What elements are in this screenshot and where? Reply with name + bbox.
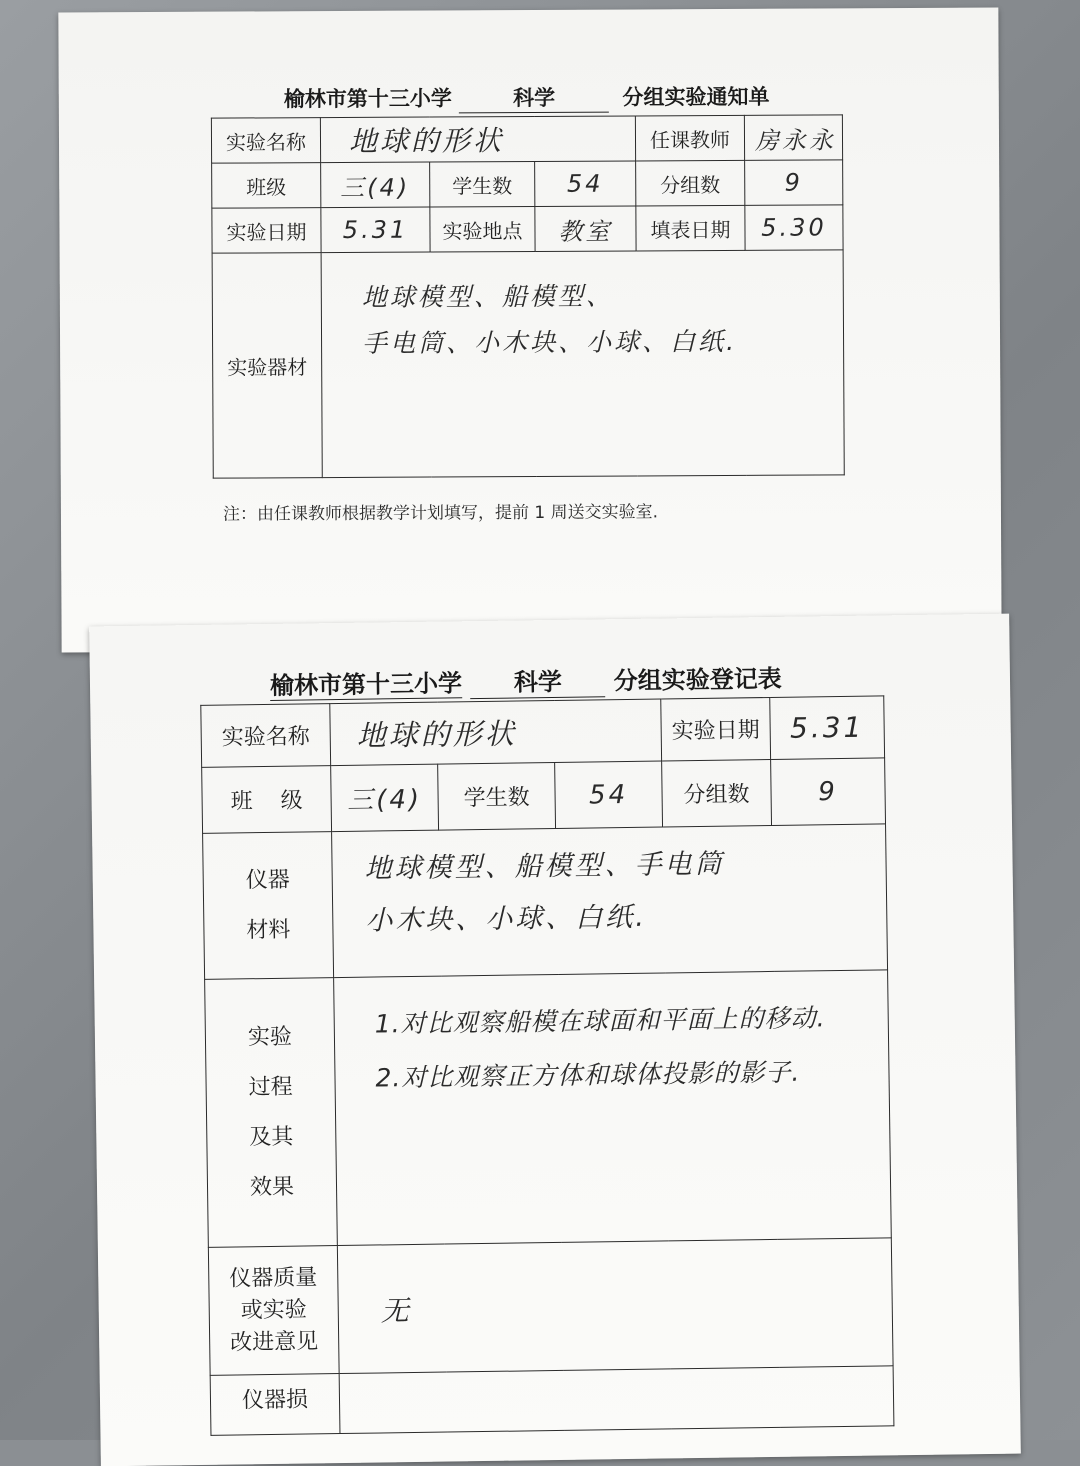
value-equipment-line2: 手电筒、小木块、小球、白纸. [361,326,738,358]
label-experiment-date: 实验日期 [212,208,321,254]
value-reg-materials-line1: 地球模型、船模型、手电筒 [364,848,725,885]
label-reg-process [205,978,338,1248]
value-fill-date-cell [745,205,843,251]
label-reg-materials [203,832,334,980]
value-reg-class: 三(4) [347,784,423,816]
notice-footnote: 注：由任课教师根据教学计划填写，提前 1 周送交实验室. [222,502,659,525]
value-reg-experiment-name-cell [330,699,662,766]
value-reg-process-line1: 1.对比观察船模在球面和平面上的移动. [374,1003,826,1039]
value-reg-experiment-date-cell [770,696,885,760]
notice-title [284,81,770,115]
register-title-doc: 分组实验登记表 [613,663,782,696]
label-reg-process-4: 效果 [249,1174,295,1200]
label-fill-date: 填表日期 [636,205,745,251]
notice-title-subject: 科学 [459,82,609,114]
value-reg-student-count: 54 [588,779,629,810]
value-reg-process-line2: 2.对比观察正方体和球体投影的影子. [375,1057,801,1093]
label-equipment: 实验器材 [212,253,322,479]
label-reg-experiment-date: 实验日期 [661,697,771,761]
notice-sheet [58,8,1001,653]
value-teacher: 房永永 [754,125,837,155]
value-equipment-line1: 地球模型、船模型、 [361,281,614,312]
label-reg-feedback [208,1246,339,1376]
value-equipment-cell [321,250,844,478]
value-class: 三(4) [340,173,411,202]
value-reg-next-row-cell [339,1366,894,1434]
label-reg-next-row: 仪器损 [210,1374,340,1436]
register-table [200,695,894,1435]
label-reg-feedback-1: 仪器质量 [229,1264,318,1292]
label-reg-process-2: 过程 [248,1074,293,1100]
value-reg-student-count-cell [555,761,663,828]
label-class: 班级 [212,163,321,209]
value-class-cell [321,162,430,208]
value-group-count: 9 [784,168,803,197]
notice-title-doc: 分组实验通知单 [622,83,770,110]
label-reg-student-count: 学生数 [438,762,556,830]
label-reg-materials-2: 材料 [246,917,291,943]
value-reg-group-count-cell [771,758,886,826]
value-reg-class-cell [331,764,439,831]
value-reg-feedback-cell [337,1238,893,1374]
label-group-count: 分组数 [636,160,745,206]
value-student-count: 54 [566,169,604,198]
value-experiment-date-cell [321,207,430,253]
value-reg-materials-line2: 小木块、小球、白纸. [365,901,648,937]
value-reg-process-cell [334,970,892,1246]
label-reg-class: 班 级 [202,766,332,834]
label-reg-process-3: 及其 [249,1124,294,1150]
label-student-count: 学生数 [430,161,535,207]
label-reg-feedback-3: 改进意见 [230,1328,319,1356]
label-reg-experiment-name: 实验名称 [201,704,331,768]
value-experiment-date: 5.31 [342,215,409,244]
value-location: 教室 [558,217,613,246]
value-reg-experiment-date: 5.31 [789,710,865,745]
label-experiment-name: 实验名称 [211,118,320,164]
value-fill-date: 5.30 [761,213,827,242]
value-reg-experiment-name: 地球的形状 [356,716,517,753]
value-reg-group-count: 9 [818,776,839,807]
value-location-cell [535,206,636,252]
value-experiment-name: 地球的形状 [348,124,505,158]
label-reg-group-count: 分组数 [662,759,772,827]
value-reg-feedback: 无 [380,1293,413,1327]
value-teacher-cell [744,115,842,161]
notice-title-school: 榆林市第十三小学 [283,85,452,112]
label-reg-process-1: 实验 [247,1024,293,1050]
label-reg-materials-1: 仪器 [245,867,290,893]
value-group-count-cell [745,160,843,206]
label-location: 实验地点 [430,206,535,252]
notice-table [211,114,845,478]
value-student-count-cell [535,161,636,207]
register-title-subject: 科学 [470,661,605,699]
register-sheet [89,614,1021,1466]
register-title [270,659,782,702]
register-title-school: 榆林市第十三小学 [269,668,463,700]
value-reg-materials-cell [332,824,888,978]
label-teacher: 任课教师 [635,115,744,161]
label-reg-feedback-2: 或实验 [240,1296,307,1323]
value-experiment-name-cell [320,116,635,163]
